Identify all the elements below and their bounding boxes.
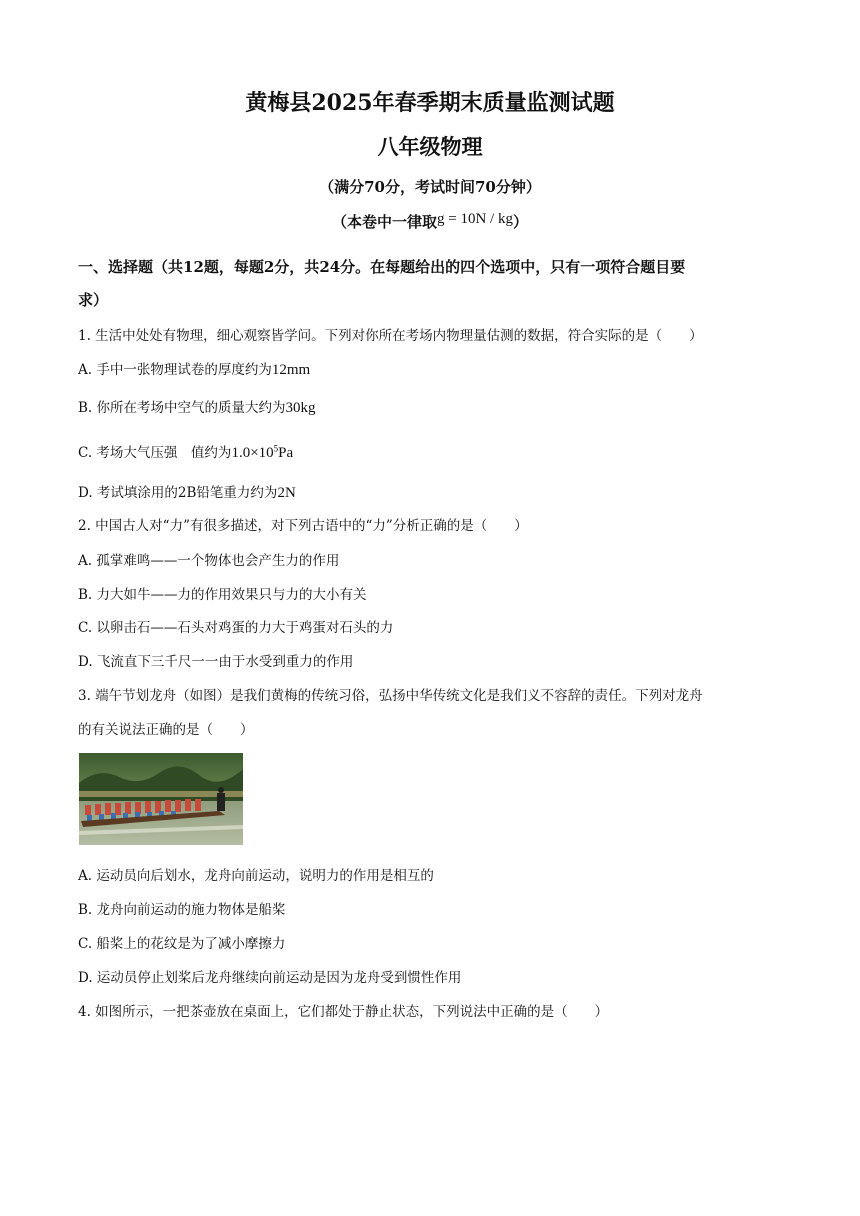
q1-option-d xyxy=(78,481,296,502)
q2-option-d: D. 飞流直下三千尺一一由于水受到重力的作用 xyxy=(78,654,354,670)
q1-option-b xyxy=(78,396,316,417)
gravity-note-suffix: ） xyxy=(512,213,528,231)
gravity-note xyxy=(0,211,860,232)
q1-option-a xyxy=(78,358,310,379)
q3-option-c: C. 船桨上的花纹是为了减小摩擦力 xyxy=(78,936,286,952)
q3-stem-line1: 3. 端午节划龙舟（如图）是我们黄梅的传统习俗，弘扬中华传统文化是我们义不容辞的责任。下列对龙舟 xyxy=(78,688,703,704)
section-heading-line1: 一、选择题（共12题，每题2分，共24分。在每题给出的四个选项中，只有一项符合题目要 xyxy=(78,258,686,276)
q3-stem-line2: 的有关说法正确的是（ ） xyxy=(78,722,254,738)
q1-option-b-text: B. 你所在考场中空气的质量大约为 xyxy=(78,400,286,416)
dragon-boat-photo xyxy=(79,753,243,845)
q4-stem: 4. 如图所示，一把茶壶放在桌面上，它们都处于静止状态，下列说法中正确的是（ ） xyxy=(78,1004,609,1020)
q1-option-d-text: D. 考试填涂用的2B铅笔重力约为 xyxy=(78,485,278,501)
q3-option-b: B. 龙舟向前运动的施力物体是船桨 xyxy=(78,902,286,918)
q1-stem: 1. 生活中处处有物理，细心观察皆学问。下列对你所在考场内物理量估测的数据，符合实际的是（ ） xyxy=(78,328,703,344)
q2-option-c: C. 以卵击石——石头对鸡蛋的力大于鸡蛋对石头的力 xyxy=(78,620,394,636)
section-heading-line2: 求） xyxy=(78,291,109,309)
q1-option-c-unit: Pa xyxy=(278,445,294,461)
q3-option-a: A. 运动员向后划水，龙舟向前运动，说明力的作用是相互的 xyxy=(78,868,434,884)
q1-option-b-value: 30kg xyxy=(285,400,316,416)
q3-option-d: D. 运动员停止划桨后龙舟继续向前运动是因为龙舟受到惯性作用 xyxy=(78,970,462,986)
q1-option-a-value: 12mm xyxy=(271,362,311,378)
q1-option-d-value: 2N xyxy=(277,485,296,501)
q2-option-b: B. 力大如牛——力的作用效果只与力的大小有关 xyxy=(78,587,367,603)
q2-option-a: A. 孤掌难鸣——一个物体也会产生力的作用 xyxy=(78,553,340,569)
exam-title: 黄梅县2025年春季期末质量监测试题 xyxy=(245,90,615,116)
gravity-note-prefix: （本卷中一律取 xyxy=(332,213,438,231)
exam-info: （满分70分，考试时间70分钟） xyxy=(319,178,541,196)
dragon-boat-illustration xyxy=(79,753,243,845)
q1-option-c-exponent: 5 xyxy=(273,443,279,454)
q2-stem: 2. 中国古人对“力”有很多描述，对下列古语中的“力”分析正确的是（ ） xyxy=(78,518,528,534)
exam-subject: 八年级物理 xyxy=(377,134,483,159)
q1-option-c-text: C. 考场大气压强 值约为 xyxy=(78,445,232,461)
gravity-value: g = 10N / kg xyxy=(437,211,513,227)
q1-option-c-value-base: 1.0×10 xyxy=(231,445,274,461)
q1-option-c xyxy=(78,441,293,462)
q1-option-a-text: A. 手中一张物理试卷的厚度约为 xyxy=(78,362,272,378)
